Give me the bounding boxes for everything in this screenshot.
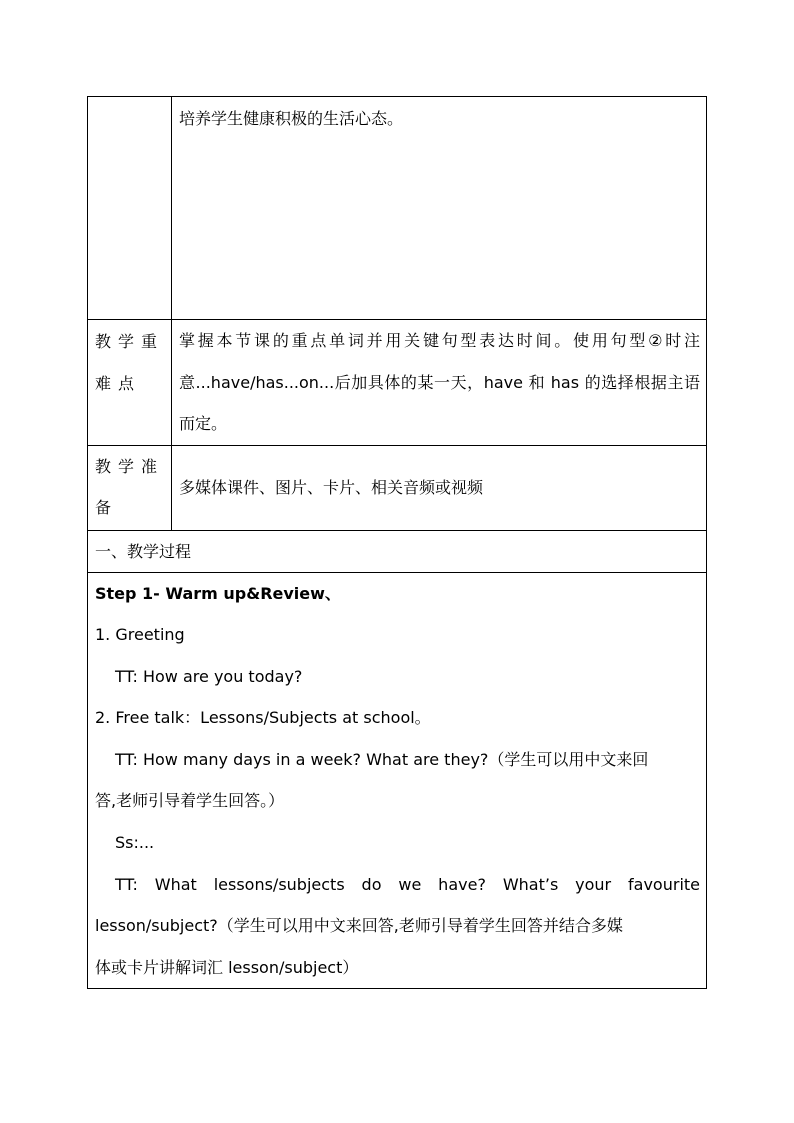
step-item-free-talk-tt1: TT: How many days in a week? What are they?（学生可以用中文来回 [115, 749, 649, 769]
key-text: 掌握本节课的重点单词并用关键句型表达时间。使用句型②时注意...have/has...on...后加具体的某一天，have 和 has 的选择根据主语而定。 [179, 331, 700, 433]
prep-label-cell [88, 445, 172, 530]
table-row [88, 530, 707, 572]
step-item-free-talk-tt2-cont: lesson/subject?（学生可以用中文来回答,老师引导着学生回答并结合多媒 [95, 916, 623, 936]
step-item-free-talk-tt1-cont: 答,老师引导着学生回答。） [95, 791, 285, 811]
key-content-cell [172, 320, 707, 446]
table-row [88, 445, 707, 530]
step-item-greeting: 1. Greeting [95, 625, 185, 645]
goal-text: 培养学生健康积极的生活心态。 [179, 109, 404, 128]
goal-content-cell [172, 97, 707, 320]
steps-cell [88, 572, 707, 989]
key-label: 教学重难点 [95, 332, 165, 393]
table-row [88, 572, 707, 989]
key-label-cell [88, 320, 172, 446]
step-item-free-talk: 2. Free talk：Lessons/Subjects at school。 [95, 708, 431, 728]
step-title: Step 1- Warm up&Review、 [95, 583, 341, 603]
process-heading: 一、教学过程 [95, 541, 192, 561]
lesson-plan-table [87, 96, 707, 989]
prep-text: 多媒体课件、图片、卡片、相关音频或视频 [179, 477, 484, 497]
step-item-ss: Ss:... [115, 833, 155, 853]
table-row [88, 97, 707, 320]
step-item-free-talk-tt2: TT: What lessons/subjects do we have? What’s your favourite [115, 874, 700, 894]
step-item-greeting-tt: TT: How are you today? [115, 666, 303, 686]
steps-content [88, 573, 706, 989]
table-row [88, 320, 707, 446]
goal-label-cell [88, 97, 172, 320]
process-heading-cell [88, 530, 707, 572]
prep-content-cell [172, 445, 707, 530]
prep-label: 教学准备 [95, 456, 165, 517]
step-item-free-talk-tt2-end: 体或卡片讲解词汇 lesson/subject） [95, 957, 359, 977]
